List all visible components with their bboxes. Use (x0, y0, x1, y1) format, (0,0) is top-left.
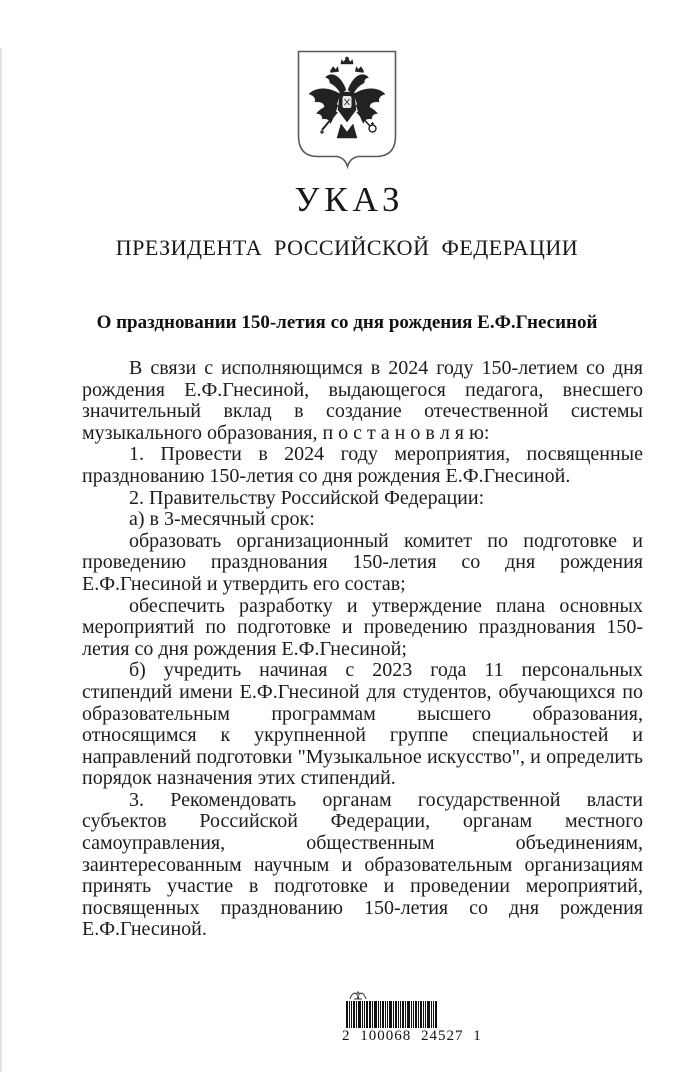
barcode-block (342, 989, 482, 1045)
scan-edge-artifact (0, 48, 2, 1072)
decree-page (0, 48, 694, 1044)
paragraph-item-1: 1. Провести в 2024 году мероприятия, посвященные празднованию 150-летия со дня рождения Е.Ф.Гнесиной. (82, 443, 643, 487)
document-body (82, 358, 643, 941)
paragraph-preamble: В связи с исполняющимся в 2024 году 150-летием со дня рождения Е.Ф.Гнесиной, выдающегося педагога, внесшего значительный вклад в создание отечественной системы музыкального образования, п о с т а н о в л я ю: (82, 357, 643, 444)
barcode-stamp-icon (348, 989, 368, 1000)
barcode-number: 2 100068 24527 1 (342, 1028, 482, 1044)
paragraph-subitem-b-stipends: б) учредить начиная с 2023 года 11 персональных стипендий имени Е.Ф.Гнесиной для студентов, обучающихся по образовательным программам высшего образования, относящимся к укрупненной группе специальностей и направлений подготовки "Музыкальное искусство", и определить порядок назначения этих стипендий. (82, 659, 643, 790)
paragraph-item-3: 3. Рекомендовать органам государственной власти субъектов Российской Федерации, органам местного самоуправления, общественным объединениям, заинтересованным научным и образовательным организациям принять участие в подготовке и проведении мероприятий, посвященных празднованию 150-летия со дня рождения Е.Ф.Гнесиной. (82, 788, 643, 941)
document-type-title: УКАЗ (294, 180, 405, 219)
paragraph-subitem-a-plan: обеспечить разработку и утверждение плана основных мероприятий по подготовке и проведению празднования 150-летия со дня рождения Е.Ф.Гнесиной; (82, 594, 643, 660)
paragraph-item-2: 2. Правительству Российской Федерации: (129, 486, 485, 509)
issuer-title: ПРЕЗИДЕНТА РОССИЙСКОЙ ФЕДЕРАЦИИ (115, 235, 579, 260)
paragraph-subitem-a-committee: образовать организационный комитет по подготовке и проведению празднования 150-летия со дня рождения Е.Ф.Гнесиной и утвердить его состав; (82, 529, 643, 595)
paragraph-subitem-a: а) в 3-месячный срок: (129, 508, 315, 531)
subject-line: О праздновании 150-летия со дня рождения Е.Ф.Гнесиной (96, 312, 598, 333)
russian-coat-of-arms-icon (295, 48, 399, 170)
